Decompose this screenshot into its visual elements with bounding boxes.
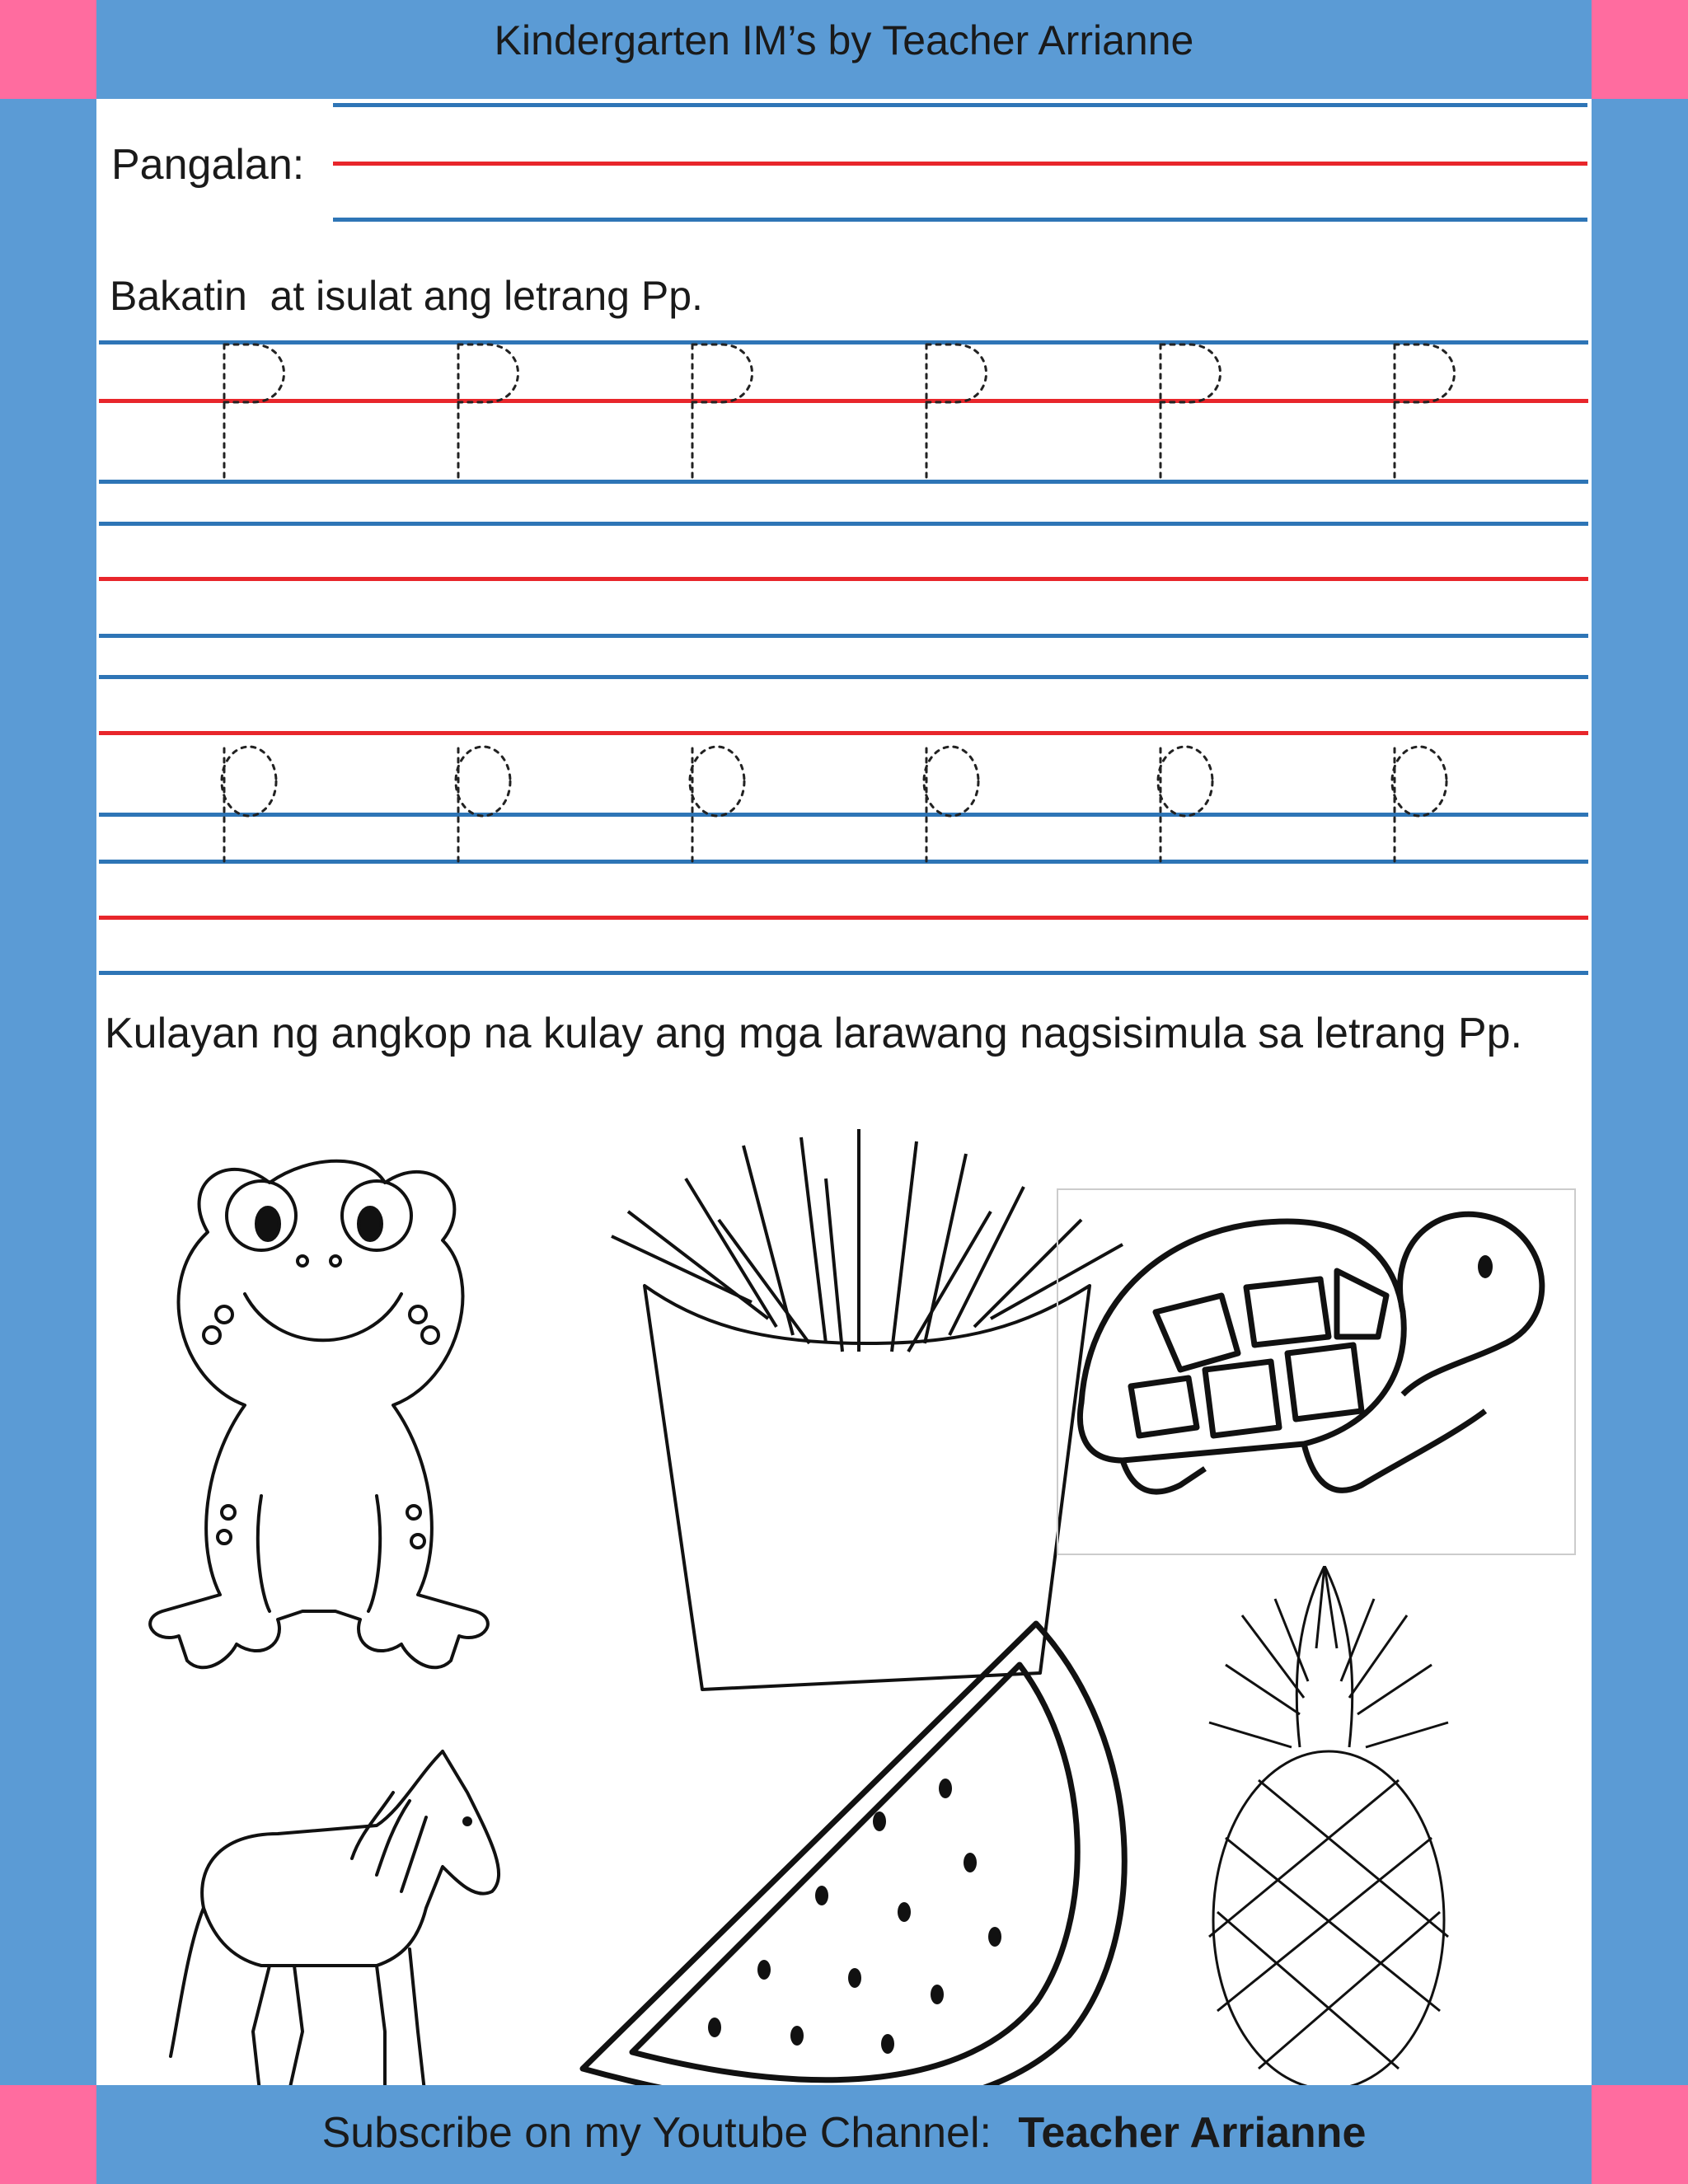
channel-name[interactable]: Teacher Arrianne [1018,2109,1367,2157]
corner-bottom-left [0,2085,96,2184]
name-label: Pangalan: [111,141,305,189]
trace-uppercase-p [458,344,518,478]
watermelon-icon [574,1607,1151,2135]
trace-uppercase-p [926,344,987,478]
trace-uppercase-p [1395,344,1455,478]
write-line [99,971,1588,975]
trace-uppercase-p-row [96,338,1592,486]
frog-icon [129,1150,509,1685]
corner-top-right [1592,0,1688,99]
write-line [99,916,1588,920]
turtle-icon [1057,1188,1576,1555]
trace-lowercase-p [222,747,276,865]
trace-lowercase-p [456,747,510,865]
write-line [99,522,1588,526]
horse-icon [146,1743,542,2122]
footer-band [96,2085,1592,2184]
color-instruction: Kulayan ng angkop na kulay ang mga larawang nagsisimula sa letrang Pp. [105,1010,1522,1057]
corner-bottom-right [1592,2085,1688,2184]
trace-lowercase-p [1392,747,1447,865]
trace-lowercase-p-row [96,733,1592,874]
name-line-bottom [333,218,1587,222]
write-line [99,577,1588,581]
trace-uppercase-p [1160,344,1221,478]
trace-lowercase-p [924,747,978,865]
corner-top-left [0,0,96,99]
write-line [99,634,1588,638]
pineapple-icon [1193,1566,1465,2093]
subscribe-text: Subscribe on my Youtube Channel: [321,2109,992,2157]
header-title: Kindergarten IM’s by Teacher Arrianne [494,17,1194,63]
name-line-mid [333,162,1587,166]
name-line-top [333,103,1587,107]
trace-uppercase-p [692,344,753,478]
trace-lowercase-p [690,747,744,865]
trace-instruction: Bakatin at isulat ang letrang Pp. [110,273,703,319]
header-band [96,0,1592,99]
worksheet [96,99,1592,2085]
trace-lowercase-p [1158,747,1212,865]
footer-line [96,2108,1592,2158]
write-line [99,675,1588,679]
trace-uppercase-p [224,344,284,478]
